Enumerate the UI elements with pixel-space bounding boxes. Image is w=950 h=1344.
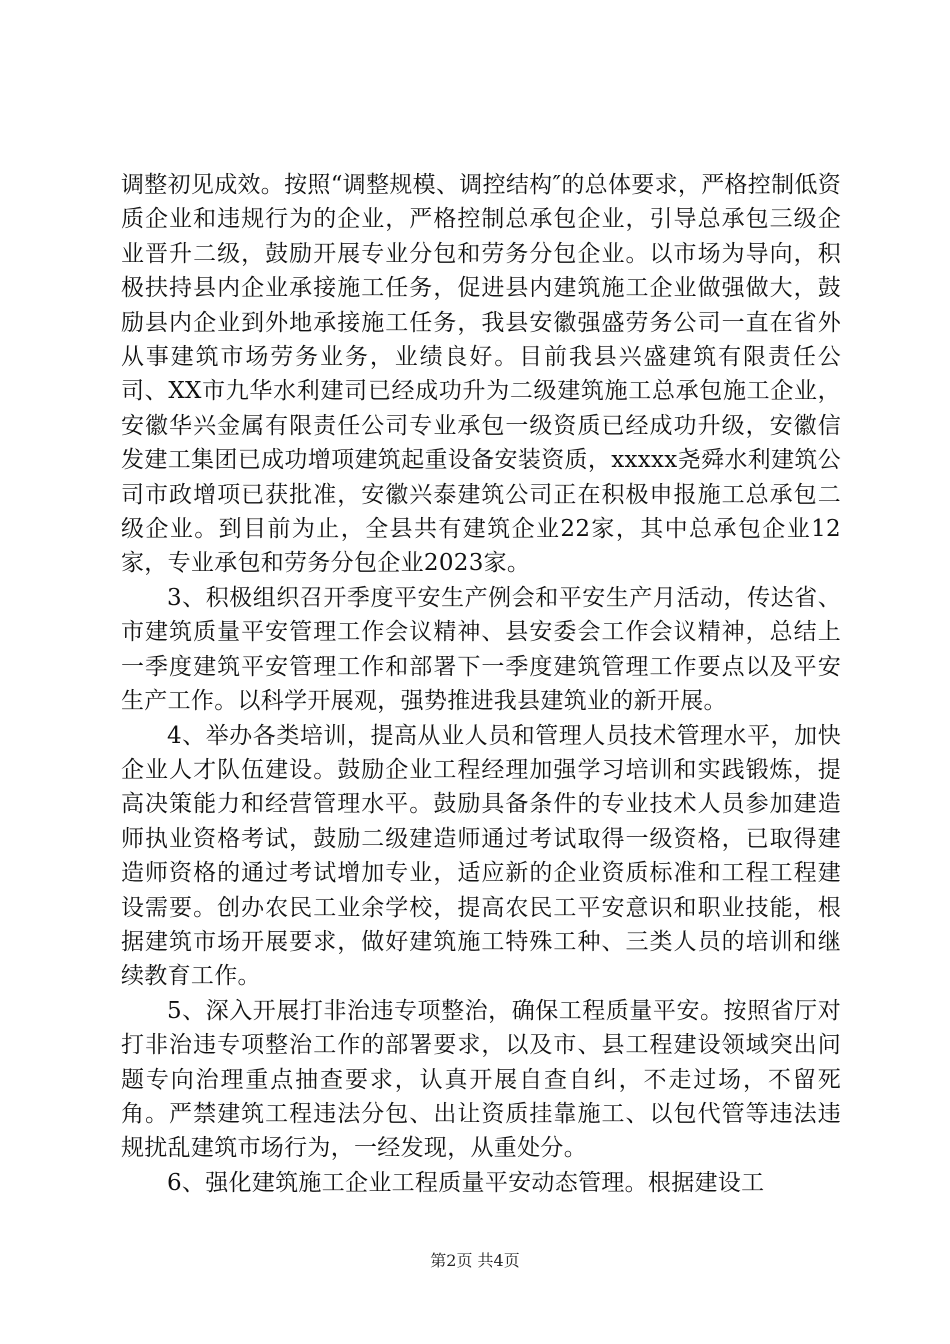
paragraph-item-5: 5、深入开展打非治违专项整治，确保工程质量平安。按照省厅对打非治违专项整治工作的部署要求，以及市、县工程建设领域突出问题专向治理重点抽查要求，认真开展自查自纠，不走过场，不留死角。严禁建筑工程违法分包、出让资质挂靠施工、以包代管等违法违规扰乱建筑市场行为，一经发现，从重处分。 <box>121 997 841 1162</box>
document-body <box>121 168 841 1200</box>
paragraph-continuation: 调整初见成效。按照“调整规模、调控结构″的总体要求，严格控制低资质企业和违规行为的企业，严格控制总承包企业，引导总承包三级企业晋升二级，鼓励开展专业分包和劳务分包企业。以市场为导向，积极扶持县内企业承接施工任务，促进县内建筑施工企业做强做大，鼓励县内企业到外地承接施工任务，我县安徽强盛劳务公司一直在省外从事建筑市场劳务业务，业绩良好。目前我县兴盛建筑有限责任公司、XX市九华水利建司已经成功升为二级建筑施工总承包施工企业，安徽华兴金属有限责任公司专业承包一级资质已经成功升级，安徽信发建工集团已成功增项建筑起重设备安装资质，xxxxx尧舜水利建筑公司市政增项已获批准，安徽兴泰建筑公司正在积极申报施工总承包二级企业。到目前为止，全县共有建筑企业22家，其中总承包企业12家，专业承包和劳务分包企业2023家。 <box>121 172 841 577</box>
paragraph-item-6: 6、强化建筑施工企业工程质量平安动态管理。根据建设工 <box>167 1169 765 1196</box>
paragraph-item-4: 4、举办各类培训，提高从业人员和管理人员技术管理水平，加快企业人才队伍建设。鼓励企业工程经理加强学习培训和实践锻炼，提高决策能力和经营管理水平。鼓励具备条件的专业技术人员参加建造师执业资格考试，鼓励二级建造师通过考试取得一级资格，已取得建造师资格的通过考试增加专业，适应新的企业资质标准和工程工程建设需要。创办农民工业余学校，提高农民工平安意识和职业技能，根据建筑市场开展要求，做好建筑施工特殊工种、三类人员的培训和继续教育工作。 <box>121 722 841 990</box>
paragraph-item-3: 3、积极组织召开季度平安生产例会和平安生产月活动，传达省、市建筑质量平安管理工作会议精神、县安委会工作会议精神，总结上一季度建筑平安管理工作和部署下一季度建筑管理工作要点以及平安生产工作。以科学开展观，强势推进我县建筑业的新开展。 <box>121 584 841 715</box>
page-number-footer: 第2页 共4页 <box>430 1251 520 1270</box>
